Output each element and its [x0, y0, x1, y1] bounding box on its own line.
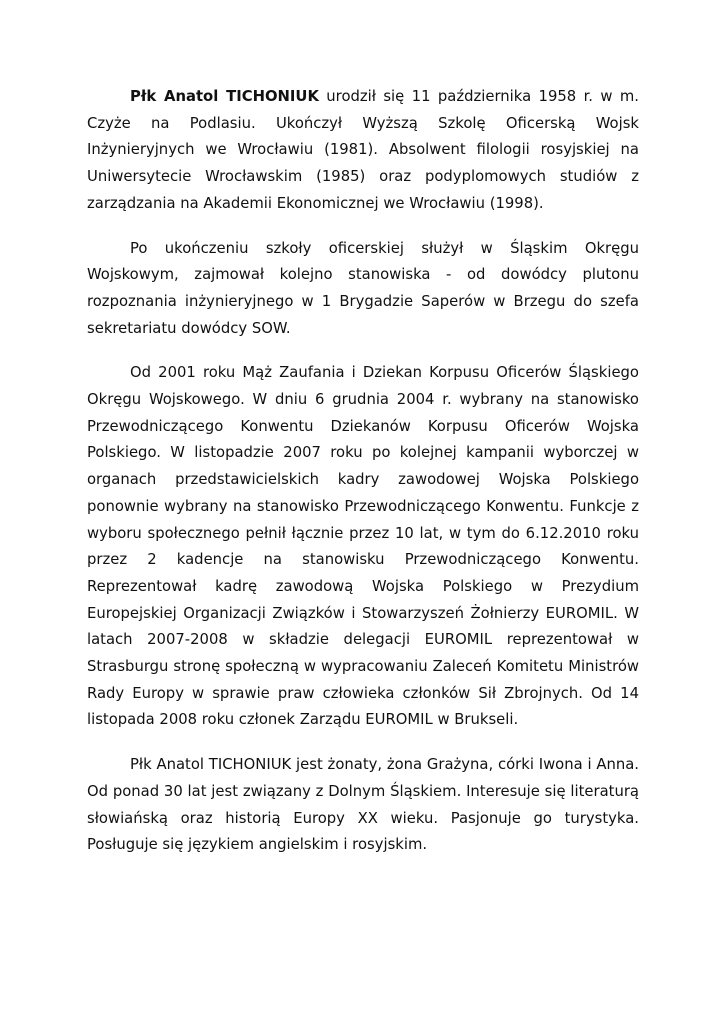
paragraph-1-text: urodził się 11 października 1958 r. w m. Czyże na Podlasiu. Ukończył Wyższą Szkolę Oficerską Wojsk Inżynieryjnych we Wrocławiu (1981). Absolwent filologii rosyjskiej na Uniwersytecie Wrocławskim (1985) oraz podyplomowych studiów z zarządzania na Akademii Ekonomicznej we Wrocławiu (1998).: [87, 88, 639, 212]
document-page: [87, 84, 639, 859]
person-name-bold: Płk Anatol TICHONIUK: [130, 88, 319, 105]
biography-paragraph-2: Po ukończeniu szkoły oficerskiej służył w Śląskim Okręgu Wojskowym, zajmował kolejno stanowiska - od dowódcy plutonu rozpoznania inżynieryjnego w 1 Brygadzie Saperów w Brzegu do szefa sekretariatu dowódcy SOW.: [87, 239, 639, 337]
biography-paragraph-4: Płk Anatol TICHONIUK jest żonaty, żona Grażyna, córki Iwona i Anna. Od ponad 30 lat jest związany z Dolnym Śląskiem. Interesuje się literaturą słowiańską oraz historią Europy XX wieku. Pasjonuje go turystyka. Posługuje się językiem angielskim i rosyjskim.: [87, 756, 639, 854]
biography-paragraph-3: Od 2001 roku Mąż Zaufania i Dziekan Korpusu Oficerów Śląskiego Okręgu Wojskowego. W dniu 6 grudnia 2004 r. wybrany na stanowisko Przewodniczącego Konwentu Dziekanów Korpusu Oficerów Wojska Polskiego. W listopadzie 2007 roku po kolejnej kampanii wyborczej w organach przedstawicielskich kadry zawodowej Wojska Polskiego ponownie wybrany na stanowisko Przewodniczącego Konwentu. Funkcje z wyboru społecznego pełnił łącznie przez 10 lat, w tym do 6.12.2010 roku przez 2 kadencje na stanowisku Przewodniczącego Konwentu. Reprezentował kadrę zawodową Wojska Polskiego w Prezydium Europejskiej Organizacji Związków i Stowarzyszeń Żołnierzy EUROMIL. W latach 2007-2008 w składzie delegacji EUROMIL reprezentował w Strasburgu stronę społeczną w wypracowaniu Zaleceń Komitetu Ministrów Rady Europy w sprawie praw człowieka członków Sił Zbrojnych. Od 14 listopada 2008 roku członek Zarządu EUROMIL w Brukseli.: [87, 364, 639, 729]
biography-paragraph-1: [87, 84, 639, 218]
